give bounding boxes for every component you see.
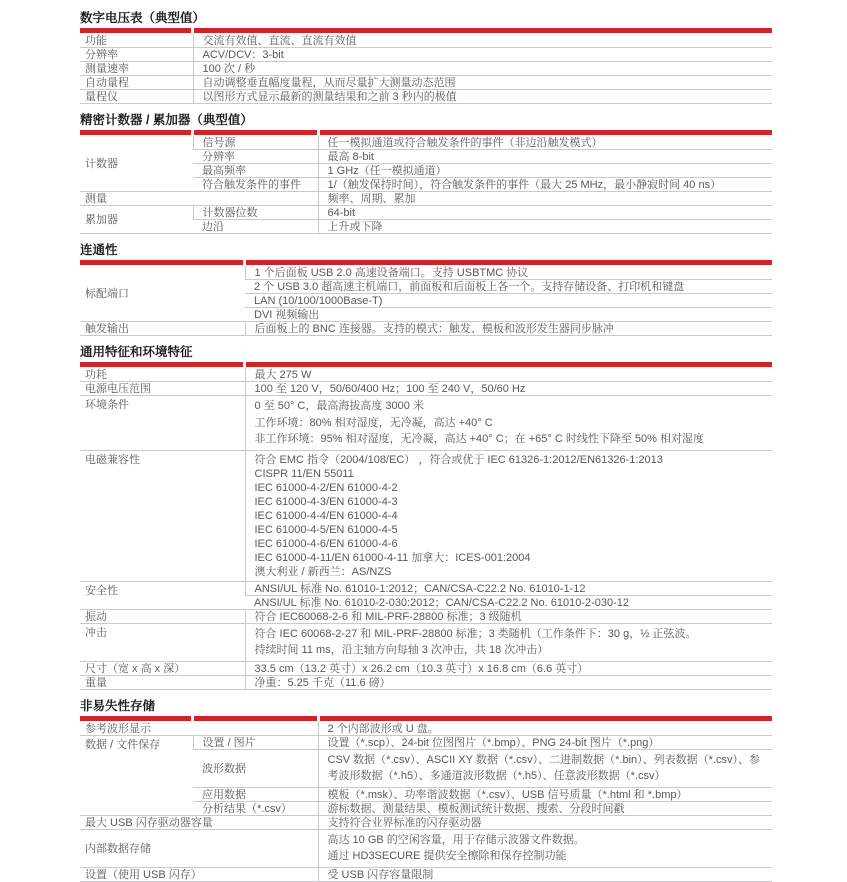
spec-label-cell: 触发输出 bbox=[80, 322, 245, 336]
spec-value-cell: 1 GHz（任一模拟通道） bbox=[318, 164, 772, 178]
spec-value-cell: 上升或下降 bbox=[318, 220, 772, 234]
spec-group-label-cell: 计数器 bbox=[80, 136, 193, 192]
accent-bar-segment bbox=[80, 260, 243, 265]
section-general bbox=[80, 336, 772, 690]
spec-row bbox=[80, 266, 772, 280]
spec-value-cell: 符合 IEC60068-2-6 和 MIL-PRF-28800 标准；3 级随机 bbox=[245, 609, 772, 623]
spec-value-line: 澳大利亚 / 新西兰：AS/NZS bbox=[254, 565, 392, 578]
storage-spec-table bbox=[80, 722, 772, 882]
spec-row bbox=[80, 382, 772, 396]
spec-value-cell: LAN (10/100/1000Base-T) bbox=[245, 294, 772, 308]
spec-row bbox=[80, 206, 772, 220]
spec-row bbox=[80, 136, 772, 150]
spec-row bbox=[80, 623, 772, 661]
spec-value-cell: 最高 8-bit bbox=[318, 150, 772, 164]
spec-sublabel-cell: 应用数据 bbox=[193, 787, 318, 801]
section-accent-bar bbox=[80, 28, 772, 33]
spec-sublabel-cell: 分辨率 bbox=[193, 150, 318, 164]
spec-sublabel-cell: 分析结果（*.csv） bbox=[193, 801, 318, 815]
spec-value-cell: 交流有效值、直流、直流有效值 bbox=[193, 34, 772, 48]
section-title-counter: 精密计数器 / 累加器（典型值） bbox=[80, 113, 253, 127]
spec-row bbox=[80, 90, 772, 104]
spec-value-line: IEC 61000-4-5/EN 61000-4-5 bbox=[254, 523, 398, 536]
spec-row bbox=[80, 62, 772, 76]
spec-value-cell: 1 个后面板 USB 2.0 高速设备端口。支持 USBTMC 协议 bbox=[245, 266, 772, 280]
spec-value-cell: 后面板上的 BNC 连接器。支持的模式：触发、模板和波形发生器同步脉冲 bbox=[245, 322, 772, 336]
counter-spec-table bbox=[80, 136, 772, 234]
spec-group-label-cell: 数据 / 文件保存 bbox=[80, 735, 193, 815]
accent-bar-segment bbox=[80, 362, 243, 367]
section-title-general: 通用特征和环境特征 bbox=[80, 345, 193, 359]
spec-row bbox=[80, 192, 772, 206]
connectivity-spec-table bbox=[80, 266, 772, 336]
accent-bar-segment bbox=[194, 130, 317, 135]
spec-value-cell bbox=[245, 396, 772, 451]
section-accent-bar bbox=[80, 260, 772, 265]
spec-label-cell: 冲击 bbox=[80, 623, 245, 661]
accent-bar-segment bbox=[320, 716, 772, 721]
spec-sublabel-cell: 设置 / 图片 bbox=[193, 735, 318, 749]
accent-bar-segment bbox=[194, 716, 317, 721]
accent-bar-segment bbox=[80, 716, 191, 721]
accent-bar-segment bbox=[194, 28, 772, 33]
spec-value-line: IEC 61000-4-6/EN 61000-4-6 bbox=[254, 537, 398, 550]
spec-row bbox=[80, 661, 772, 675]
spec-label-cell: 电源电压范围 bbox=[80, 382, 245, 396]
section-counter bbox=[80, 104, 772, 234]
spec-value-line: IEC 61000-4-3/EN 61000-4-3 bbox=[254, 495, 398, 508]
spec-row bbox=[80, 675, 772, 689]
spec-row bbox=[80, 48, 772, 62]
spec-label-cell: 测量速率 bbox=[80, 62, 193, 76]
spec-label-cell: 重量 bbox=[80, 675, 245, 689]
spec-value-line: IEC 61000-4-11/EN 61000-4-11 加拿大：ICES-001:2004 bbox=[254, 551, 531, 564]
spec-row bbox=[80, 867, 772, 881]
spec-value-line: 高达 10 GB 的空闲容量，用于存储示波器文件数据。 bbox=[327, 833, 585, 846]
accent-bar-segment bbox=[80, 28, 191, 33]
spec-row bbox=[80, 322, 772, 336]
spec-label-cell: 最大 USB 闪存驱动器容量 bbox=[80, 815, 318, 829]
spec-label-cell: 功耗 bbox=[80, 368, 245, 382]
spec-label-cell: 环境条件 bbox=[80, 396, 245, 451]
spec-value-cell: 支持符合业界标准的闪存驱动器 bbox=[318, 815, 772, 829]
spec-label-cell: 尺寸（宽 x 高 x 深） bbox=[80, 661, 245, 675]
spec-value-cell: 模板（*.msk）、功率谐波数据（*.csv）、USB 信号质量（*.html 和 *.bmp） bbox=[318, 787, 772, 801]
spec-label-cell: 振动 bbox=[80, 609, 245, 623]
general-spec-table bbox=[80, 368, 772, 690]
spec-label-cell: 自动量程 bbox=[80, 76, 193, 90]
spec-sublabel-cell: 信号源 bbox=[193, 136, 318, 150]
section-title-connectivity: 连通性 bbox=[80, 243, 118, 257]
spec-label-cell: 参考波形显示 bbox=[80, 722, 318, 736]
spec-value-cell bbox=[318, 829, 772, 867]
section-dvm bbox=[80, 6, 772, 104]
spec-value-line: 工作环境：80% 相对湿度，无冷凝，高达 +40° C bbox=[254, 416, 493, 429]
spec-value-cell: 64-bit bbox=[318, 206, 772, 220]
accent-bar-segment bbox=[246, 260, 772, 265]
section-title-dvm: 数字电压表（典型值） bbox=[80, 11, 206, 25]
spec-value-cell: 1/（触发保持时间），符合触发条件的事件（最大 25 MHz，最小静寂时间 40 ns） bbox=[318, 178, 772, 192]
accent-bar-segment bbox=[320, 130, 772, 135]
spec-value-line: IEC 61000-4-4/EN 61000-4-4 bbox=[254, 509, 398, 522]
spec-value-cell: 2 个内部波形或 U 盘。 bbox=[318, 722, 772, 736]
spec-value-line: 符合 EMC 指令（2004/108/EC） ，符合或优于 IEC 61326-1:2012/EN61326-1:2013 bbox=[254, 453, 663, 466]
spec-value-line: IEC 61000-4-2/EN 61000-4-2 bbox=[254, 481, 398, 494]
spec-row bbox=[80, 815, 772, 829]
spec-value-line: CISPR 11/EN 55011 bbox=[254, 467, 354, 480]
spec-row bbox=[80, 368, 772, 382]
section-accent-bar bbox=[80, 716, 772, 721]
spec-value-cell: 100 次 / 秒 bbox=[193, 62, 772, 76]
spec-label-cell: 测量 bbox=[80, 192, 318, 206]
spec-sublabel-cell: 计数器位数 bbox=[193, 206, 318, 220]
spec-value-cell: 频率、周期、累加 bbox=[318, 192, 772, 206]
spec-row bbox=[80, 34, 772, 48]
spec-group-label-cell: 标配端口 bbox=[80, 266, 245, 322]
dvm-spec-table bbox=[80, 34, 772, 104]
spec-group-label-cell: 安全性 bbox=[80, 581, 245, 609]
spec-label-cell: 分辨率 bbox=[80, 48, 193, 62]
spec-row bbox=[80, 396, 772, 451]
spec-value-cell: 受 USB 闪存容量限制 bbox=[318, 867, 772, 881]
accent-bar-segment bbox=[80, 130, 191, 135]
spec-value-cell: 任一模拟通道或符合触发条件的事件（非边沿触发模式） bbox=[318, 136, 772, 150]
spec-label-cell: 量程仪 bbox=[80, 90, 193, 104]
spec-group-label-cell: 累加器 bbox=[80, 206, 193, 234]
spec-label-cell: 电磁兼容性 bbox=[80, 450, 245, 581]
spec-row bbox=[80, 581, 772, 595]
spec-value-cell bbox=[245, 450, 772, 581]
accent-bar-segment bbox=[246, 362, 772, 367]
spec-row bbox=[80, 735, 772, 749]
spec-value-cell: 最大 275 W bbox=[245, 368, 772, 382]
spec-row bbox=[80, 829, 772, 867]
spec-value-line: 通过 HD3SECURE 提供安全擦除和保存控制功能 bbox=[327, 850, 567, 862]
spec-value-cell: 设置（*.scp）、24-bit 位图图片（*.bmp）、PNG 24-bit 图片（*.png） bbox=[318, 735, 772, 749]
spec-value-line: 0 至 50° C，最高海拔高度 3000 米 bbox=[254, 400, 424, 412]
spec-value-line: 符合 IEC 60068-2-27 和 MIL-PRF-28800 标准；3 类随机（工作条件下：30 g，½ 正弦波。 bbox=[254, 627, 697, 640]
spec-value-cell: 2 个 USB 3.0 超高速主机端口，前面板和后面板上各一个。支持存储设备、打印机和键盘 bbox=[245, 280, 772, 294]
spec-label-cell: 功能 bbox=[80, 34, 193, 48]
spec-row bbox=[80, 450, 772, 581]
section-accent-bar bbox=[80, 130, 772, 135]
spec-value-cell: ANSI/UL 标准 No. 61010-2-030:2012；CAN/CSA-C22.2 No. 61010-2-030-12 bbox=[245, 595, 772, 609]
spec-value-cell: ANSI/UL 标准 No. 61010-1:2012；CAN/CSA-C22.2 No. 61010-1-12 bbox=[245, 581, 772, 595]
spec-row bbox=[80, 609, 772, 623]
section-title-storage: 非易失性存储 bbox=[80, 698, 156, 713]
spec-value-line: 持续时间 11 ms，沿主轴方向每轴 3 次冲击，共 18 次冲击） bbox=[254, 644, 549, 656]
spec-value-cell: 以图形方式显示最新的测量结果和之前 3 秒内的极值 bbox=[193, 90, 772, 104]
spec-value-line: 非工作环境：95% 相对湿度，无冷凝，高达 +40° C；在 +65° C 时线性下降至 50% 相对湿度 bbox=[254, 433, 704, 445]
spec-value-cell: 净重：5.25 千克（11.6 磅） bbox=[245, 675, 772, 689]
spec-value-cell: 自动调整垂直幅度量程，从而尽量扩大测量动态范围 bbox=[193, 76, 772, 90]
spec-sublabel-cell: 符合触发条件的事件 bbox=[193, 178, 318, 192]
spec-value-cell: 游标数据、测量结果、模板测试统计数据、搜索、分段时间戳 bbox=[318, 801, 772, 815]
spec-value-cell: DVI 视频输出 bbox=[245, 308, 772, 322]
section-storage bbox=[80, 690, 772, 882]
section-connectivity bbox=[80, 234, 772, 336]
spec-row bbox=[80, 722, 772, 736]
spec-value-cell: 33.5 cm（13.2 英寸）x 26.2 cm（10.3 英寸）x 16.8 cm（6.6 英寸） bbox=[245, 661, 772, 675]
spec-value-cell: 100 至 120 V，50/60/400 Hz；100 至 240 V，50/60 Hz bbox=[245, 382, 772, 396]
spec-label-cell: 内部数据存储 bbox=[80, 829, 318, 867]
spec-sublabel-cell: 最高频率 bbox=[193, 164, 318, 178]
spec-row bbox=[80, 76, 772, 90]
spec-label-cell: 设置（使用 USB 闪存） bbox=[80, 867, 318, 881]
spec-value-cell bbox=[245, 623, 772, 661]
spec-sublabel-cell: 边沿 bbox=[193, 220, 318, 234]
spec-value-cell: ACV/DCV：3-bit bbox=[193, 48, 772, 62]
section-accent-bar bbox=[80, 362, 772, 367]
spec-sublabel-cell: 波形数据 bbox=[193, 749, 318, 787]
spec-value-cell: CSV 数据（*.csv）、ASCII XY 数据（*.csv）、二进制数据（*.bin）、列表数据（*.csv）、参考波形数据（*.h5）、多通道波形数据（*.h5）、任意波形数据（*.csv） bbox=[318, 749, 772, 787]
